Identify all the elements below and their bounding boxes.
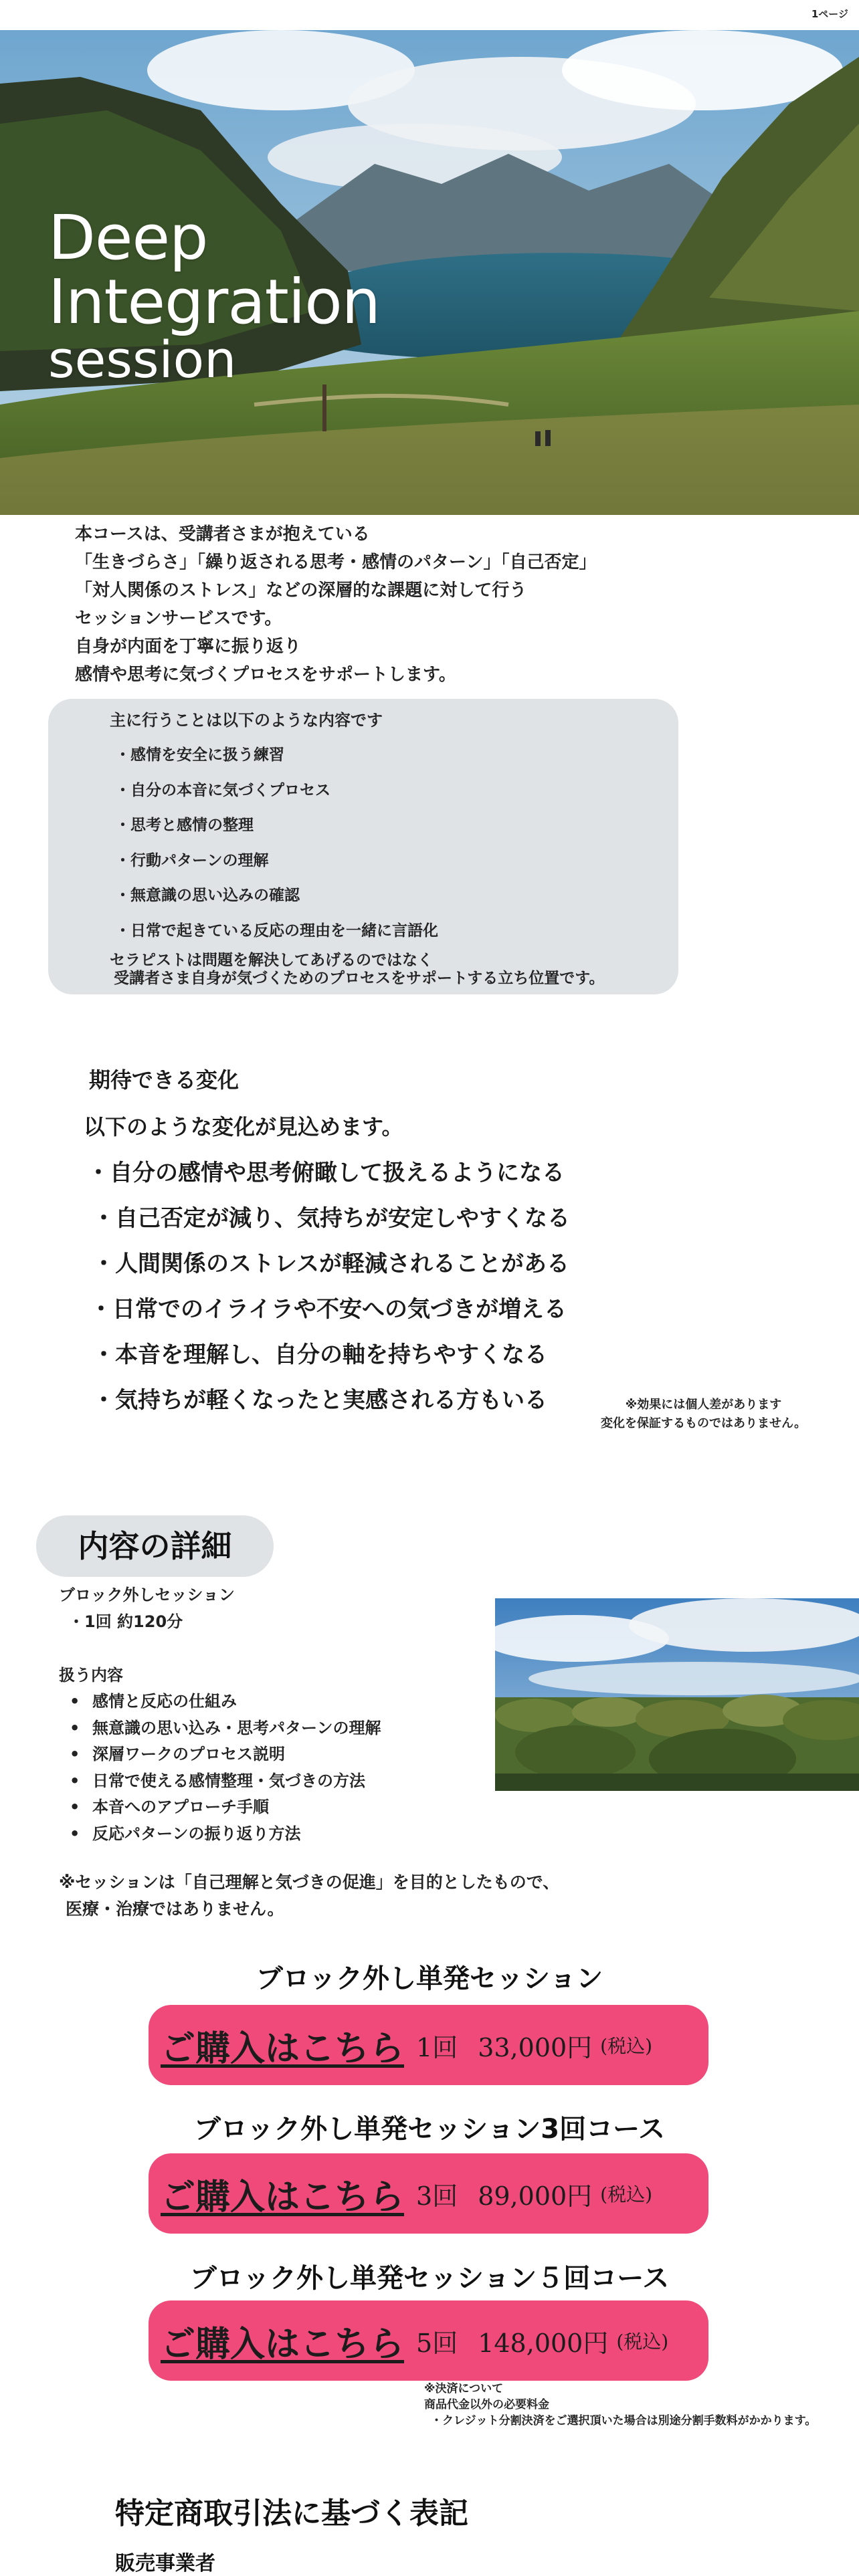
contents-list xyxy=(115,738,438,948)
intro-line: 「対人関係のストレス」などの深層的な課題に対して行う xyxy=(75,580,527,601)
intro-line: 自身が内面を丁寧に振り返り xyxy=(75,637,302,657)
list-item: ・行動パターンの理解 xyxy=(115,851,269,869)
list-item: • 本音へのアプローチ手順 xyxy=(70,1794,381,1821)
list-item: • 感情と反応の仕組み xyxy=(70,1689,381,1715)
purchase-link[interactable]: ご購入はこちら xyxy=(161,2177,405,2218)
notice-line1: ※セッションは「自己理解と気づきの促進」を目的としたもので、 xyxy=(59,1872,560,1892)
session-length: ・1回 約120分 xyxy=(68,1612,183,1631)
therapist-note xyxy=(110,952,604,988)
price: 148,000円 xyxy=(478,2328,609,2358)
therapist-note-line1: セラピストは問題を解決してあげるのではなく xyxy=(110,952,433,969)
details-section xyxy=(59,1582,381,1847)
list-item: ・日常でのイライラや不安への気づきが増える xyxy=(90,1296,567,1323)
intro-line: 感情や思考に気づくプロセスをサポートします。 xyxy=(75,665,456,685)
disclaimer-line1: ※効果には個人差があります xyxy=(625,1398,782,1412)
list-item: ・無意識の思い込みの確認 xyxy=(115,887,300,904)
topics-label: 扱う内容 xyxy=(59,1666,123,1685)
list-item: ・本音を理解し、自分の軸を持ちやすくなる xyxy=(92,1341,547,1368)
list-item: • 深層ワークのプロセス説明 xyxy=(70,1741,381,1768)
intro-line: セッションサービスです。 xyxy=(75,609,282,629)
list-item: • 無意識の思い込み・思考パターンの理解 xyxy=(70,1715,381,1742)
list-item: • 日常で使える感情整理・気づきの方法 xyxy=(70,1768,381,1795)
intro-line: 本コースは、受講者さまが抱えている xyxy=(75,524,370,544)
therapist-note-line2: 受講者さま自身が気づくためのプロセスをサポートする立ち位置です。 xyxy=(114,970,605,987)
hero-title-line2: Integration xyxy=(48,266,380,338)
purchase-button-3-sessions[interactable] xyxy=(149,2153,708,2234)
intro-line: 「生きづらさ」「繰り返される思考・感情のパターン」「自己否定」 xyxy=(75,552,597,572)
payment-note-line3: ・クレジット分割決済をご選択頂いた場合は別途分割手数料がかかります。 xyxy=(431,2414,817,2428)
chocolate-hills-image xyxy=(495,1598,859,1791)
purchase-link[interactable]: ご購入はこちら xyxy=(161,2028,405,2069)
notice-line2: 医療・治療ではありません。 xyxy=(66,1899,284,1919)
purchase-button-5-sessions[interactable] xyxy=(149,2300,708,2381)
details-heading-pill xyxy=(36,1515,274,1577)
seller-label: 販売事業者 xyxy=(115,2552,215,2575)
payment-note-line2: 商品代金以外の必要料金 xyxy=(424,2398,549,2411)
session-name: ブロック外しセッション xyxy=(59,1586,235,1604)
list-item: ・日常で起きている反応の理由を一緒に言語化 xyxy=(115,922,438,940)
product-title: ブロック外し単発セッション xyxy=(256,1963,603,1994)
price: 89,000円 xyxy=(478,2181,593,2211)
list-item: ・感情を安全に扱う練習 xyxy=(115,746,284,764)
list-item: ・自分の本音に気づくプロセス xyxy=(115,781,330,799)
list-item: • 反応パターンの振り返り方法 xyxy=(70,1821,381,1848)
session-contents-box xyxy=(48,699,678,994)
list-item: ・自分の感情や思考俯瞰して扱えるようになる xyxy=(87,1160,565,1186)
tax-label: (税込) xyxy=(616,2331,669,2353)
payment-note-line1: ※決済について xyxy=(424,2382,504,2395)
session-count: 1回 xyxy=(416,2032,458,2062)
hero-title-line1: Deep xyxy=(48,202,208,274)
list-item: ・思考と感情の整理 xyxy=(115,817,254,834)
list-item: ・自己否定が減り、気持ちが安定しやすくなる xyxy=(92,1205,570,1232)
product-title: ブロック外し単発セッション５回コース xyxy=(189,2263,670,2294)
changes-subheading: 以下のような変化が見込めます。 xyxy=(84,1114,403,1140)
changes-heading: 期待できる変化 xyxy=(89,1067,240,1093)
hero-title-line3: session xyxy=(48,330,237,389)
effect-disclaimer xyxy=(601,1396,806,1433)
tax-label: (税込) xyxy=(600,2035,653,2057)
medical-notice xyxy=(59,1869,559,1923)
legal-heading: 特定商取引法に基づく表記 xyxy=(115,2496,468,2531)
disclaimer-line2: 変化を保証するものではありません。 xyxy=(601,1416,807,1430)
purchase-link[interactable]: ご購入はこちら xyxy=(161,2324,405,2365)
details-heading: 内容の詳細 xyxy=(78,1528,232,1564)
hero-title xyxy=(48,202,380,389)
page-number: 1ページ xyxy=(811,8,848,20)
price: 33,000円 xyxy=(478,2032,593,2062)
changes-list xyxy=(87,1150,570,1423)
product-title: ブロック外し単発セッション3回コース xyxy=(193,2114,666,2145)
list-item: ・人間関係のストレスが軽減されることがある xyxy=(92,1251,569,1277)
hero-banner xyxy=(0,30,859,515)
intro-text xyxy=(75,520,596,689)
purchase-button-single[interactable] xyxy=(149,2005,708,2085)
tax-label: (税込) xyxy=(600,2183,653,2206)
topics-list xyxy=(59,1689,381,1847)
list-item: ・気持ちが軽くなったと実感される方もいる xyxy=(92,1387,547,1414)
session-count: 3回 xyxy=(416,2181,458,2211)
hills-photo xyxy=(495,1598,859,1791)
payment-note xyxy=(424,2381,816,2429)
session-count: 5回 xyxy=(416,2328,458,2358)
contents-heading: 主に行うことは以下のような内容です xyxy=(110,711,383,730)
